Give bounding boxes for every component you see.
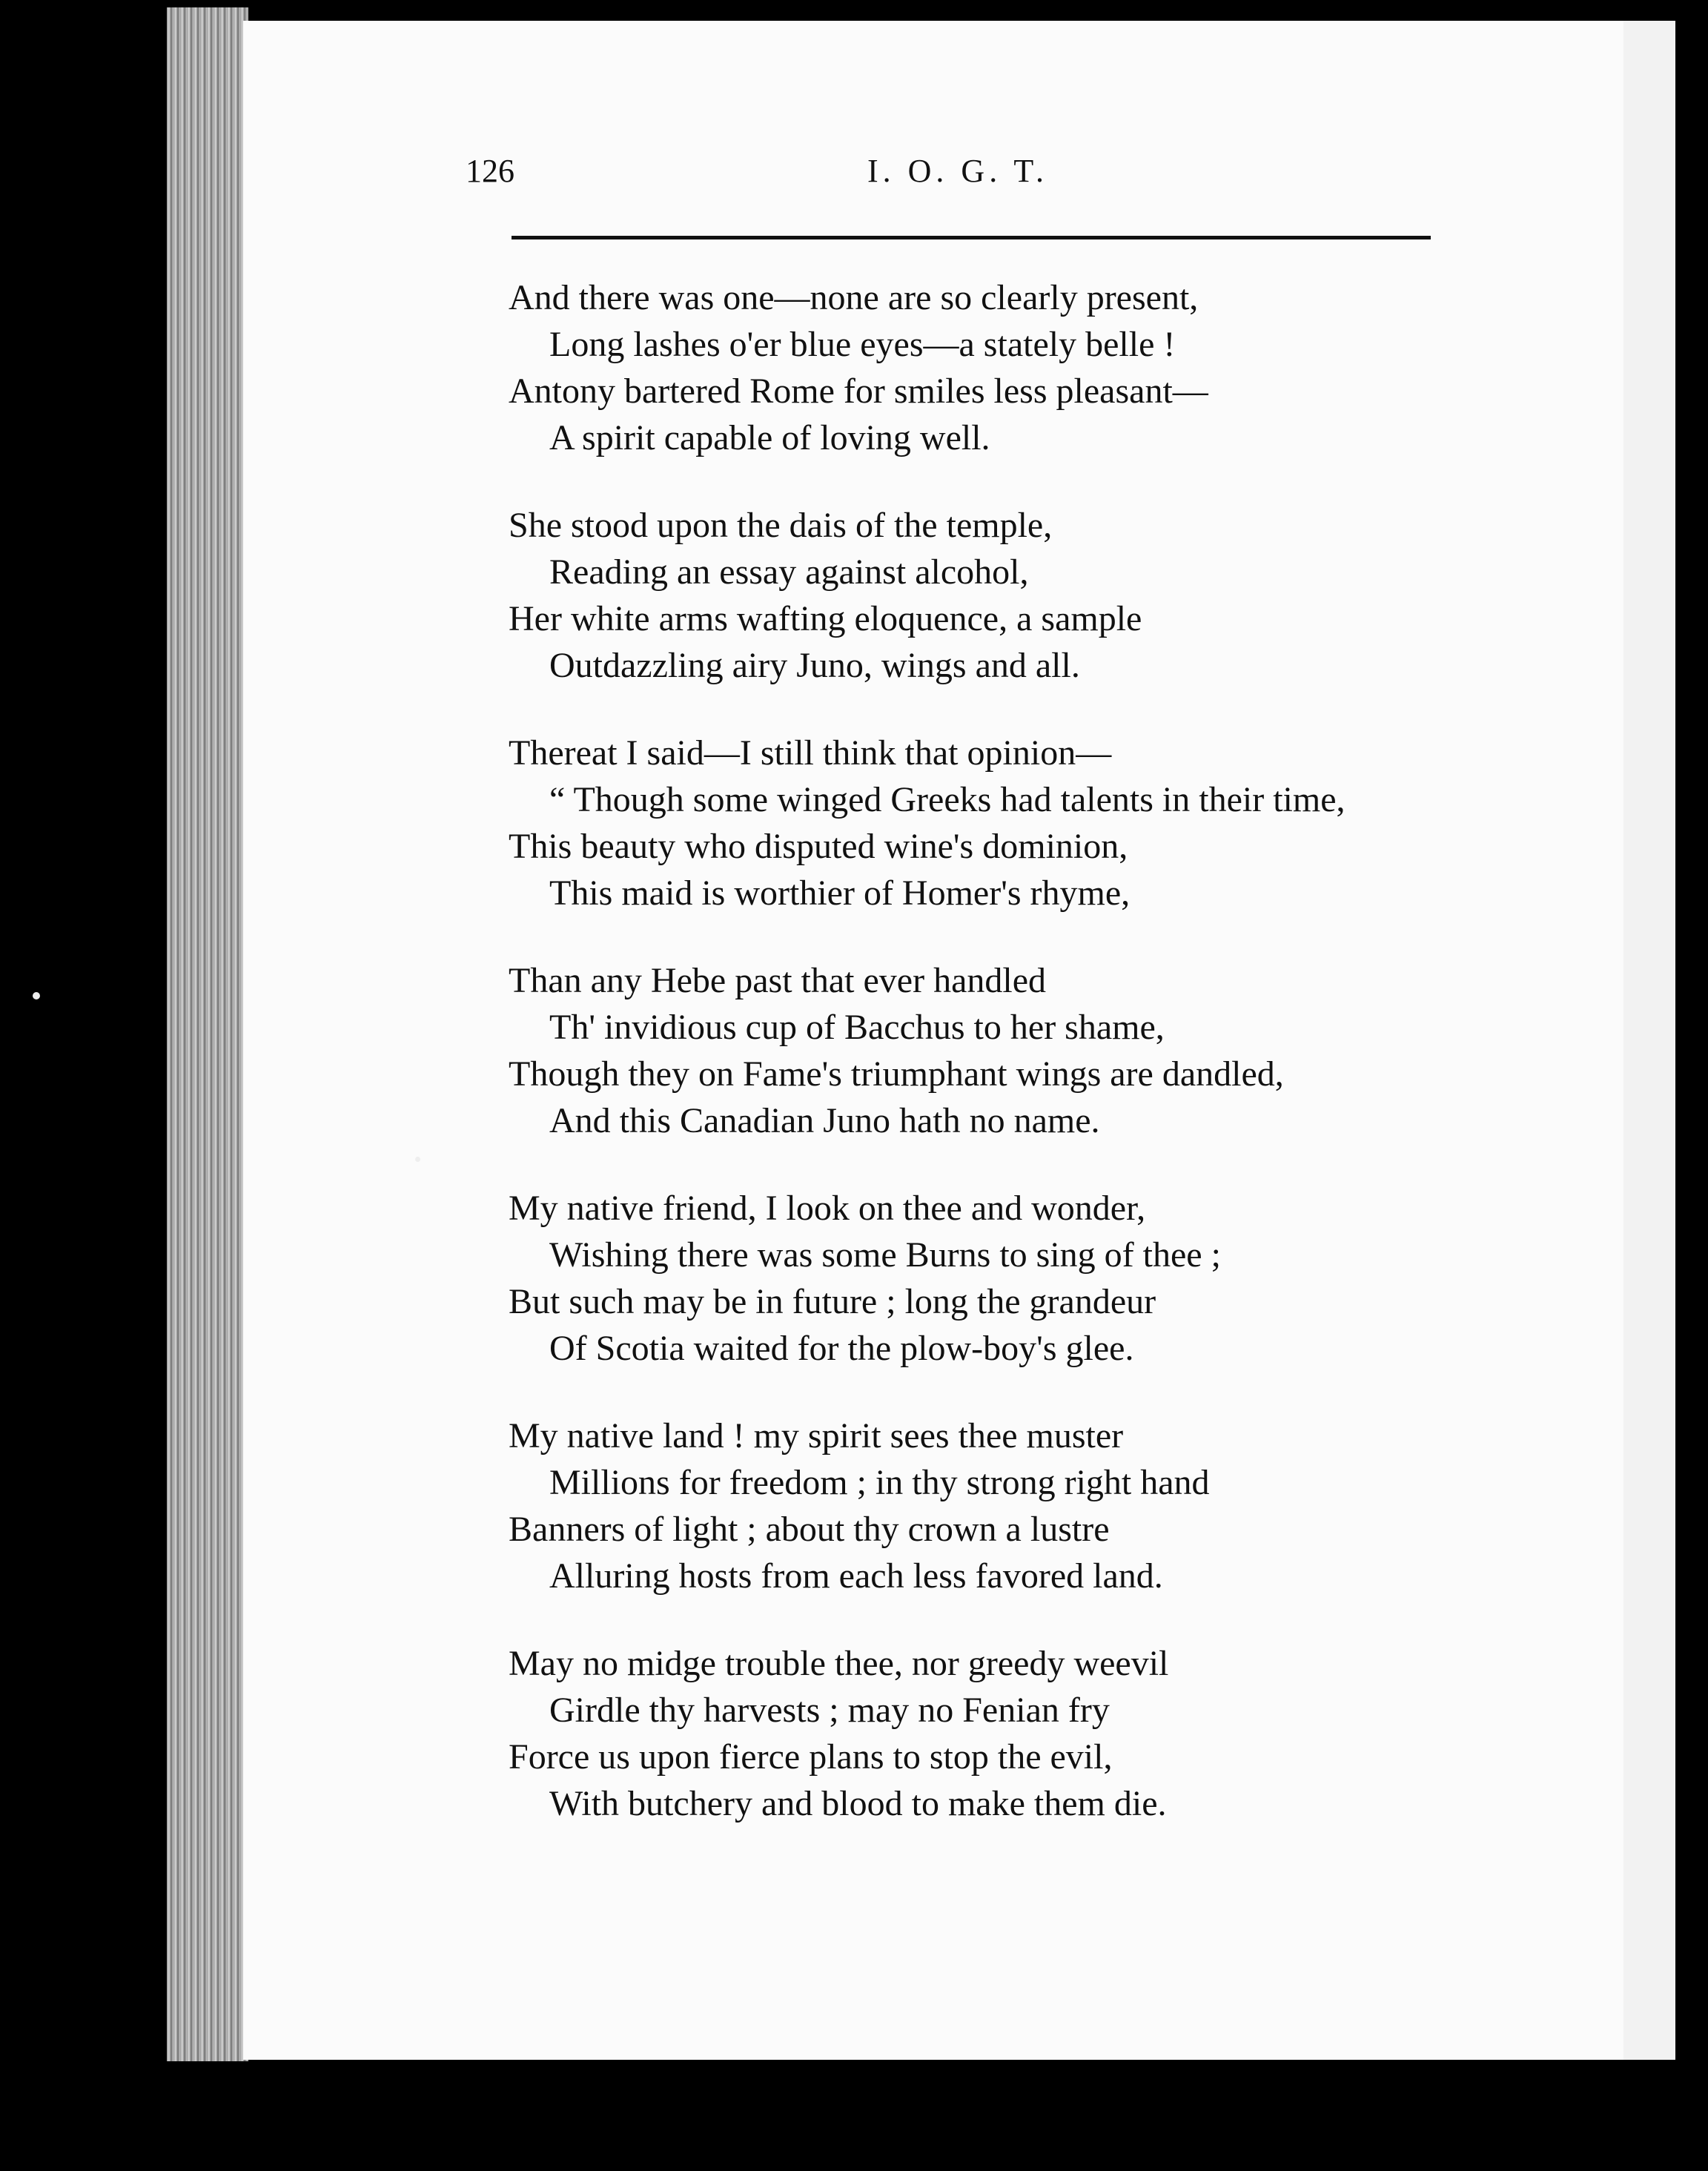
book-spine-edge [167,7,248,2061]
facing-page-edge [1623,21,1675,2060]
scan-speck [415,1157,420,1162]
running-title: I. O. G. T. [867,153,1049,189]
poem-line: May no midge trouble thee, nor greedy weevil [509,1644,1169,1683]
poem-line: Force us upon fierce plans to stop the evil, [509,1737,1113,1777]
poem-line: My native land ! my spirit sees thee muster [509,1416,1124,1455]
stanza [509,1185,1472,1372]
poem-line: Outdazzling airy Juno, wings and all. [549,646,1080,685]
poem-line: Long lashes o'er blue eyes—a stately belle ! [549,325,1176,364]
poem-line: Her white arms wafting eloquence, a sample [509,599,1142,638]
poem [509,274,1472,1868]
poem-line: My native friend, I look on thee and wonder, [509,1189,1146,1228]
poem-line: Wishing there was some Burns to sing of thee ; [549,1235,1221,1275]
poem-line: “ Though some winged Greeks had talents in their time, [549,780,1345,819]
stanza [509,1412,1472,1599]
poem-line: Than any Hebe past that ever handled [509,961,1047,1000]
stanza [509,502,1472,689]
poem-line: A spirit capable of loving well. [549,418,990,457]
stanza [509,957,1472,1144]
scan-speck [33,992,40,999]
poem-line: Antony bartered Rome for smiles less pleasant— [509,371,1208,411]
poem-line: Alluring hosts from each less favored land. [549,1556,1163,1596]
page-number: 126 [466,153,514,189]
poem-line: Though they on Fame's triumphant wings are dandled, [509,1054,1284,1094]
stanza [509,730,1472,916]
header-rule [512,236,1431,239]
poem-line: And this Canadian Juno hath no name. [549,1101,1100,1140]
stanza [509,274,1472,461]
poem-line: Reading an essay against alcohol, [549,552,1029,592]
running-head [466,152,1429,204]
poem-line: But such may be in future ; long the grandeur [509,1282,1156,1321]
poem-line: Thereat I said—I still think that opinion— [509,733,1112,773]
poem-line: With butchery and blood to make them die. [549,1784,1167,1823]
poem-line: Th' invidious cup of Bacchus to her shame, [549,1008,1165,1047]
poem-line: And there was one—none are so clearly present, [509,278,1199,317]
poem-line: This beauty who disputed wine's dominion, [509,827,1128,866]
poem-line: Girdle thy harvests ; may no Fenian fry [549,1691,1110,1730]
poem-line: Millions for freedom ; in thy strong right hand [549,1463,1210,1502]
poem-line: Banners of light ; about thy crown a lustre [509,1510,1110,1549]
poem-line: Of Scotia waited for the plow-boy's glee. [549,1329,1134,1368]
stanza [509,1640,1472,1827]
poem-line: This maid is worthier of Homer's rhyme, [549,873,1131,913]
poem-line: She stood upon the dais of the temple, [509,506,1053,545]
